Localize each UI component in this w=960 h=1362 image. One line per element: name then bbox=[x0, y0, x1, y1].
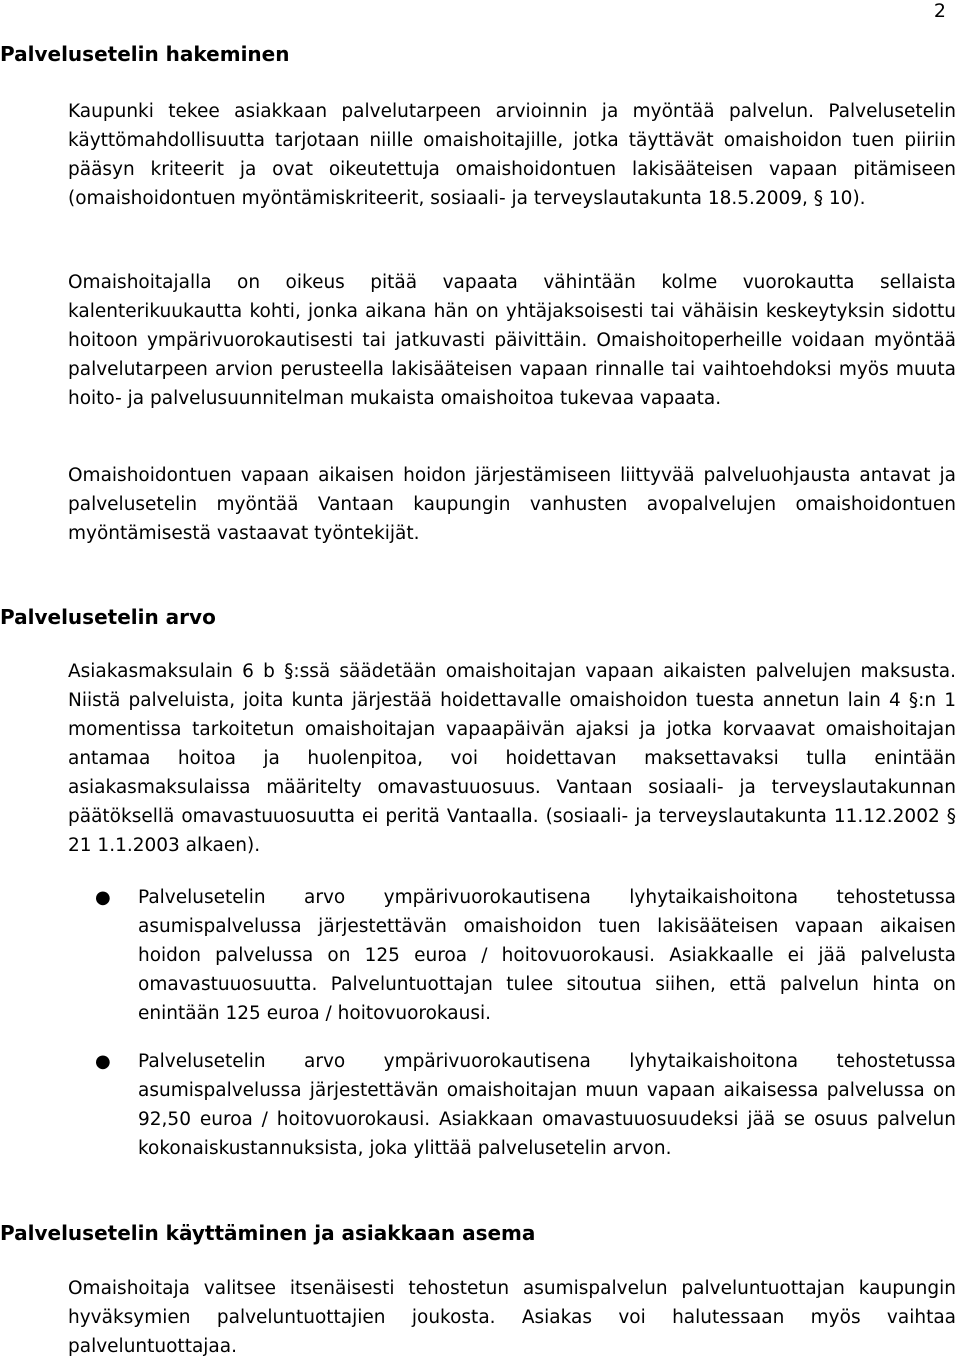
bullet-item: Palvelusetelin arvo ympärivuorokautisena lyhytaikaishoitona tehostetussa asumispalvelussa järjestettävän omaishoitajan muun vapaan aikaisessa palvelussa on 92,50 euroa / hoitovuorokausi. Asiakkaan omavastuuosuudeksi jää se osuus palvelun kokonaiskustannuksista, joka ylittää palvelusetelin arvon. bbox=[138, 1051, 956, 1159]
paragraph: Omaishoitaja valitsee itsenäisesti tehostetun asumispalvelun palveluntuottajan kaupungin hyväksymien palveluntuottajien joukosta. Asiakas voi halutessaan myös vaihtaa palveluntuottajaa. bbox=[68, 1278, 956, 1357]
paragraph: Omaishoidontuen vapaan aikaisen hoidon järjestämiseen liittyvää palveluohjausta antavat ja palvelusetelin myöntää Vantaan kaupungin vanhusten avopalvelujen omaishoidontuen myöntämisestä vastaavat työntekijät. bbox=[68, 465, 956, 544]
paragraph: Asiakasmaksulain 6 b §:ssä säädetään omaishoitajan vapaan aikaisten palvelujen maksusta. Niistä palveluista, joita kunta järjestää hoidettavalle omaishoidon tuesta annetun lain 4 §:n 1 momentissa tarkoitetun omaishoitajan vapaapäivän ajaksi ja jotka korvaavat omaishoitajan antamaa hoitoa ja huolenpitoa, voi hoidettavan maksettavaksi tulla enintään asiakasmaksulaissa määritelty omavastuuosuus. Vantaan sosiaali- ja terveyslautakunnan päätöksellä omavastuuosuutta ei peritä Vantaalla. (sosiaali- ja terveyslautakunta 11.12.2002 § 21 1.1.2003 alkaen). bbox=[68, 661, 956, 856]
bullet-item: Palvelusetelin arvo ympärivuorokautisena lyhytaikaishoitona tehostetussa asumispalvelussa järjestettävän omaishoidon tuen lakisääteisen vapaan aikaisen hoidon palvelussa on 125 euroa / hoitovuorokausi. Asiakkaalle ei jää palvelusta omavastuuosuutta. Palveluntuottajan tulee sitoutua siihen, että palvelun hinta on enintään 125 euroa / hoitovuorokausi. bbox=[138, 887, 956, 1024]
section-heading-palvelusetelin-arvo: Palvelusetelin arvo bbox=[0, 605, 216, 629]
section-heading-palvelusetelin-hakeminen: Palvelusetelin hakeminen bbox=[0, 42, 290, 66]
bullet-icon: ● bbox=[95, 887, 111, 908]
paragraph: Omaishoitajalla on oikeus pitää vapaata vähintään kolme vuorokautta sellaista kalenterikuukautta kohti, jonka aikana hän on yhtäjaksoisesti tai vähäisin keskeytyksin sidottu hoitoon ympärivuorokautisesti tai jatkuvasti päivittäin. Omaishoitoperheille voidaan myöntää palvelutarpeen arvion perusteella lakisääteisen vapaan rinnalle tai vaihtoehdoksi myös muuta hoito- ja palvelusuunnitelman mukaista omaishoitoa tukevaa vapaata. bbox=[68, 272, 956, 409]
bullet-icon: ● bbox=[95, 1051, 111, 1072]
section-heading-palvelusetelin-kayttaminen: Palvelusetelin käyttäminen ja asiakkaan asema bbox=[0, 1221, 536, 1245]
page-number: 2 bbox=[933, 0, 946, 22]
paragraph: Kaupunki tekee asiakkaan palvelutarpeen arvioinnin ja myöntää palvelun. Palvelusetelin käyttömahdollisuutta tarjotaan niille omaishoitajille, jotka täyttävät omaishoidon tuen piiriin pääsyn kriteerit ja ovat oikeutettuja omaishoidontuen lakisääteisen vapaan pitämiseen (omaishoidontuen myöntämiskriteerit, sosiaali- ja terveyslautakunta 18.5.2009, § 10). bbox=[68, 101, 956, 209]
